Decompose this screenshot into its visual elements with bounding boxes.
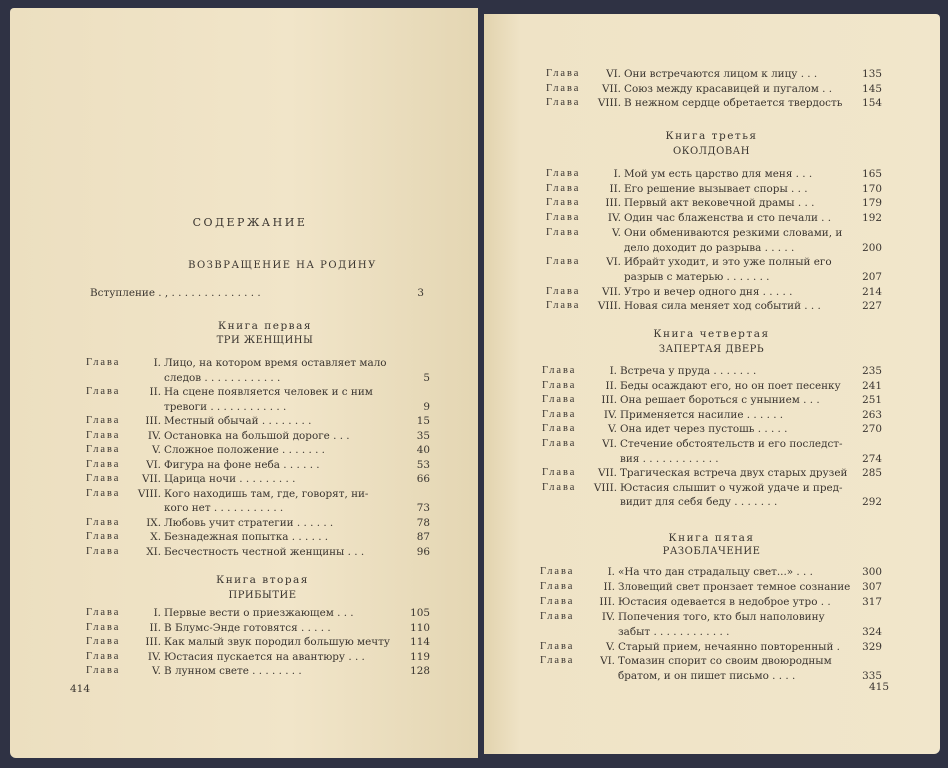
- chapter-number: V.: [606, 640, 615, 653]
- chapter-number: VIII.: [137, 487, 161, 500]
- toc-entry: [86, 356, 430, 370]
- chapter-number: VI.: [606, 68, 621, 80]
- toc-entry: [546, 167, 882, 181]
- chapter-page: 200: [862, 241, 882, 254]
- toc-entry: [542, 393, 882, 407]
- chapter-page: 40: [416, 444, 430, 456]
- book2-title: Книга вторая: [216, 574, 309, 586]
- toc-entry: [546, 285, 882, 299]
- chapter-page: 145: [862, 82, 882, 95]
- chapter-title: Они обмениваются резкими словами, и: [624, 226, 843, 239]
- chapter-label: Глава: [546, 226, 581, 238]
- chapter-label: Глава: [546, 68, 581, 79]
- intro-title: Вступление . , . . . . . . . . . . . . . .: [90, 287, 261, 299]
- chapter-label: Глава: [86, 621, 121, 633]
- toc-entry: [540, 669, 882, 683]
- chapter-page: 66: [416, 473, 430, 485]
- book1-subtitle: ТРИ ЖЕНЩИНЫ: [216, 335, 314, 346]
- toc-entry: [540, 625, 882, 639]
- toc-entry: [542, 364, 882, 378]
- toc-entry: [86, 385, 430, 399]
- toc-entry: [86, 545, 430, 559]
- toc-entry: [540, 565, 882, 579]
- chapter-number: XI.: [146, 545, 161, 558]
- chapter-label: Глава: [86, 458, 121, 470]
- chapter-number: I.: [609, 365, 617, 377]
- book1-title: Книга первая: [218, 320, 312, 332]
- chapter-number: VIII.: [597, 97, 621, 109]
- chapter-label: Глава: [542, 481, 577, 493]
- chapter-number: VI.: [600, 655, 615, 668]
- toc-entry: [542, 379, 882, 393]
- chapter-number: III.: [601, 394, 617, 407]
- chapter-number: II.: [605, 379, 617, 392]
- chapter-page: [856, 437, 882, 451]
- chapter-number: X.: [150, 531, 161, 543]
- chapter-number: V.: [152, 665, 161, 678]
- chapter-page: 9: [423, 400, 430, 413]
- chapter-page: 335: [862, 670, 882, 683]
- chapter-title: Применяется насилие . . . . . .: [620, 408, 784, 421]
- chapter-page: 87: [416, 531, 430, 543]
- chapter-page: 78: [416, 516, 430, 529]
- chapter-title: Союз между красавицей и пугалом . .: [624, 82, 833, 95]
- chapter-page: 307: [862, 580, 882, 593]
- chapter-page: 292: [862, 496, 882, 509]
- chapter-title: видит для себя беду . . . . . . .: [620, 496, 778, 509]
- chapter-title: Трагическая встреча двух старых друзей: [620, 467, 848, 480]
- chapter-number: IX.: [146, 516, 161, 529]
- chapter-page: 5: [423, 371, 430, 384]
- chapter-page: 110: [410, 621, 430, 634]
- chapter-title: В нежном сердце обретается твердость: [624, 97, 843, 109]
- chapter-title: Мой ум есть царство для меня . . .: [624, 168, 813, 180]
- chapter-label: Глава: [86, 607, 121, 618]
- chapter-page: 192: [862, 212, 882, 225]
- toc-entry: [86, 472, 430, 486]
- chapter-page: 170: [862, 182, 882, 195]
- chapter-number: VI.: [146, 458, 161, 471]
- chapter-number: II.: [149, 386, 161, 398]
- book4-title: Книга четвертая: [653, 328, 770, 340]
- chapter-title: Юстасия слышит о чужой удаче и пред-: [620, 481, 843, 494]
- chapter-page: 214: [862, 285, 882, 298]
- chapter-page: 270: [862, 423, 882, 436]
- chapter-page: [856, 654, 882, 668]
- chapter-page: 154: [862, 97, 882, 109]
- chapter-page: 53: [416, 458, 430, 471]
- chapter-page: [404, 356, 430, 370]
- chapter-title: Она решает бороться с унынием . . .: [620, 394, 820, 407]
- chapter-number: VIII.: [593, 481, 617, 494]
- chapter-page: [856, 226, 882, 240]
- chapter-title: тревоги . . . . . . . . . . . .: [164, 400, 287, 413]
- chapter-title: Утро и вечер одного дня . . . . .: [624, 285, 793, 298]
- chapter-label: Глава: [540, 595, 575, 607]
- chapter-title: Фигура на фоне неба . . . . . .: [164, 458, 320, 471]
- chapter-title: В Блумс-Энде готовятся . . . . .: [164, 621, 331, 634]
- page-number-left: 414: [70, 683, 91, 695]
- chapter-title: Зловещий свет пронзает темное сознание: [618, 580, 851, 593]
- toc-entry: [546, 96, 882, 110]
- toc-entry: [86, 487, 430, 501]
- toc-entry: [86, 458, 430, 472]
- chapter-label: Глава: [86, 516, 121, 528]
- toc-entry: [86, 516, 430, 530]
- chapter-label: Глава: [86, 665, 121, 677]
- toc-entry: [546, 299, 882, 313]
- chapter-page: 207: [862, 270, 882, 283]
- chapter-number: II.: [609, 182, 621, 195]
- toc-entry: [540, 654, 882, 668]
- chapter-label: Глава: [540, 655, 575, 667]
- book2-subtitle: ПРИБЫТИЕ: [228, 590, 297, 601]
- chapter-label: Глава: [86, 473, 121, 484]
- chapter-number: V.: [608, 423, 617, 436]
- chapter-label: Глава: [542, 394, 577, 406]
- chapter-page: 179: [862, 197, 882, 210]
- chapter-label: Глава: [86, 487, 121, 499]
- chapter-title: Они встречаются лицом к лицу . . .: [624, 68, 818, 80]
- chapter-title: Кого находишь там, где, говорят, ни-: [164, 487, 369, 500]
- chapter-page: 114: [410, 636, 430, 649]
- toc-entry: [546, 196, 882, 210]
- chapter-label: Глава: [542, 438, 577, 449]
- book4-subtitle: ЗАПЕРТАЯ ДВЕРЬ: [658, 344, 765, 355]
- chapter-label: Глава: [542, 365, 577, 376]
- chapter-title: Первые вести о приезжающем . . .: [164, 607, 354, 619]
- chapter-number: V.: [612, 226, 621, 239]
- chapter-title: В лунном свете . . . . . . . .: [164, 665, 302, 678]
- toc-entry: [542, 466, 882, 480]
- toc-entry: [86, 664, 430, 678]
- chapter-title: Томазин спорит со своим двоюродным: [618, 655, 832, 668]
- chapter-page: [856, 255, 882, 269]
- chapter-number: IV.: [601, 610, 615, 623]
- chapter-title: Как малый звук породил большую мечту: [164, 636, 391, 649]
- chapter-label: Глава: [86, 636, 121, 648]
- chapter-title: Попечения того, кто был наполовину: [618, 610, 825, 623]
- chapter-number: IV.: [603, 408, 617, 421]
- toc-entry: [86, 650, 430, 664]
- chapter-page: 73: [416, 502, 430, 514]
- chapter-label: Глава: [540, 640, 575, 652]
- chapter-label: Глава: [542, 408, 577, 420]
- chapter-title: дело доходит до разрыва . . . . .: [624, 241, 795, 254]
- intro-entry: [90, 286, 424, 300]
- toc-entry: [542, 437, 882, 451]
- chapter-title: Сложное положение . . . . . . .: [164, 444, 325, 456]
- chapter-title: вия . . . . . . . . . . . .: [620, 452, 719, 465]
- part-title: ВОЗВРАЩЕНИЕ НА РОДИНУ: [188, 260, 377, 271]
- book3-subtitle: ОКОЛДОВАН: [673, 146, 750, 157]
- chapter-label: Глава: [86, 545, 121, 557]
- chapter-title: Стечение обстоятельств и его последст-: [620, 438, 843, 450]
- chapter-page: 165: [862, 168, 882, 180]
- chapter-title: кого нет . . . . . . . . . . .: [164, 502, 284, 514]
- chapter-page: 128: [410, 665, 430, 678]
- chapter-number: II.: [603, 580, 615, 593]
- chapter-title: Первый акт вековечной драмы . . .: [624, 197, 815, 210]
- chapter-label: Глава: [546, 182, 581, 194]
- chapter-page: 227: [862, 300, 882, 313]
- left-page: [10, 8, 478, 758]
- chapter-number: VIII.: [597, 300, 621, 313]
- chapter-page: 15: [416, 415, 430, 427]
- chapter-page: 96: [416, 545, 430, 558]
- chapter-label: Глава: [86, 650, 121, 662]
- chapter-label: Глава: [86, 429, 121, 441]
- chapter-number: IV.: [147, 429, 161, 442]
- chapter-page: 300: [862, 566, 882, 578]
- toc-entry: [546, 241, 882, 255]
- toc-entry: [540, 640, 882, 654]
- toc-entry: [86, 414, 430, 428]
- chapter-number: VII.: [597, 467, 617, 480]
- toc-entry: [86, 606, 430, 620]
- chapter-title: Любовь учит стратегии . . . . . .: [164, 516, 334, 529]
- toc-entry: [86, 400, 430, 414]
- chapter-number: III.: [145, 415, 161, 427]
- chapter-label: Глава: [546, 300, 581, 312]
- chapter-title: Его решение вызывает споры . . .: [624, 182, 808, 195]
- toc-entry: [546, 270, 882, 284]
- toc-entry: [86, 635, 430, 649]
- chapter-page: 135: [862, 68, 882, 80]
- chapter-label: Глава: [86, 415, 121, 426]
- toc-entry: [86, 621, 430, 635]
- chapter-page: 235: [862, 365, 882, 377]
- chapter-page: [404, 487, 430, 501]
- chapter-title: Старый прием, нечаянно повторенный .: [618, 640, 840, 653]
- book5-title: Книга пятая: [668, 532, 755, 544]
- chapter-page: 35: [416, 429, 430, 442]
- chapter-title: На сцене появляется человек и с ним: [164, 386, 373, 398]
- chapter-number: VII.: [141, 473, 161, 485]
- chapter-title: Местный обычай . . . . . . . .: [164, 415, 312, 427]
- chapter-label: Глава: [542, 467, 577, 479]
- chapter-title: «На что дан страдальцу свет...» . . .: [618, 566, 813, 578]
- book5-subtitle: РАЗОБЛАЧЕНИЕ: [662, 546, 761, 557]
- toc-entry: [546, 182, 882, 196]
- chapter-page: 329: [862, 640, 882, 653]
- chapter-label: Глава: [542, 379, 577, 391]
- chapter-label: Глава: [86, 531, 121, 542]
- chapter-page: 251: [862, 394, 882, 407]
- toc-entry: [546, 82, 882, 96]
- chapter-page: 119: [410, 650, 430, 663]
- chapter-label: Глава: [546, 212, 581, 224]
- chapter-label: Глава: [86, 386, 121, 397]
- chapter-number: I.: [153, 357, 161, 369]
- toc-entry: [542, 422, 882, 436]
- chapter-page: [856, 610, 882, 624]
- chapter-number: IV.: [607, 212, 621, 225]
- chapter-number: III.: [599, 595, 615, 608]
- chapter-label: Глава: [546, 82, 581, 94]
- toc-entry: [542, 408, 882, 422]
- chapter-title: Царица ночи . . . . . . . . .: [164, 473, 296, 485]
- chapter-page: [404, 385, 430, 399]
- chapter-title: забыт . . . . . . . . . . . .: [618, 625, 730, 638]
- intro-page: 3: [417, 287, 424, 299]
- chapter-number: I.: [153, 607, 161, 619]
- chapter-label: Глава: [546, 197, 581, 209]
- toc-entry: [86, 429, 430, 443]
- toc-entry: [546, 211, 882, 225]
- chapter-title: братом, и он пишет письмо . . . .: [618, 670, 796, 683]
- chapter-title: Остановка на большой дороге . . .: [164, 429, 350, 442]
- chapter-label: Глава: [546, 168, 581, 179]
- chapter-number: VI.: [606, 256, 621, 269]
- chapter-label: Глава: [542, 423, 577, 435]
- chapter-label: Глава: [546, 256, 581, 268]
- chapter-page: 241: [862, 379, 882, 392]
- chapter-page: 285: [862, 467, 882, 480]
- chapter-number: VI.: [602, 438, 617, 450]
- chapter-number: V.: [152, 444, 161, 456]
- toc-entry: [540, 580, 882, 594]
- chapter-page: 317: [862, 595, 882, 608]
- chapter-title: Новая сила меняет ход событий . . .: [624, 300, 821, 313]
- toc-entry: [546, 67, 882, 81]
- chapter-label: Глава: [86, 444, 121, 455]
- page-number-right: 415: [869, 681, 890, 693]
- chapter-page: 324: [862, 625, 882, 638]
- chapter-page: 274: [862, 452, 882, 465]
- chapter-label: Глава: [86, 357, 121, 368]
- chapter-label: Глава: [546, 285, 581, 297]
- chapter-number: VII.: [601, 285, 621, 298]
- chapter-label: Глава: [540, 566, 575, 577]
- chapter-title: Безнадежная попытка . . . . . .: [164, 531, 329, 543]
- chapter-number: III.: [145, 636, 161, 649]
- book3-title: Книга третья: [665, 130, 758, 142]
- chapter-title: Бесчестность честной женщины . . .: [164, 545, 365, 558]
- toc-entry: [542, 452, 882, 466]
- right-page: [484, 14, 940, 754]
- toc-entry: [86, 501, 430, 515]
- chapter-title: Беды осаждают его, но он поет песенку: [620, 379, 841, 392]
- toc-entry: [546, 226, 882, 240]
- chapter-label: Глава: [546, 97, 581, 108]
- chapter-title: Она идет через пустошь . . . . .: [620, 423, 788, 436]
- chapter-title: Юстасия пускается на авантюру . . .: [164, 650, 365, 663]
- chapter-label: Глава: [540, 580, 575, 592]
- chapter-title: Юстасия одевается в недоброе утро . .: [618, 595, 831, 608]
- chapter-number: I.: [613, 168, 621, 180]
- chapter-label: Глава: [540, 610, 575, 622]
- toc-entry: [542, 495, 882, 509]
- chapter-title: Встреча у пруда . . . . . . .: [620, 365, 757, 377]
- chapter-title: Ибрайт уходит, и это уже полный его: [624, 256, 832, 269]
- chapter-number: IV.: [147, 650, 161, 663]
- chapter-number: II.: [149, 621, 161, 634]
- toc-entry: [540, 595, 882, 609]
- toc-entry: [86, 530, 430, 544]
- toc-entry: [542, 481, 882, 495]
- chapter-title: Лицо, на котором время оставляет мало: [164, 357, 387, 369]
- chapter-page: 105: [410, 607, 430, 619]
- chapter-number: VII.: [601, 82, 621, 95]
- toc-entry: [540, 610, 882, 624]
- toc-entry: [546, 255, 882, 269]
- contents-title: СОДЕРЖАНИЕ: [192, 216, 308, 229]
- toc-entry: [86, 371, 430, 385]
- chapter-title: следов . . . . . . . . . . . .: [164, 371, 281, 384]
- toc-entry: [86, 443, 430, 457]
- chapter-title: Один час блаженства и сто печали . .: [624, 212, 832, 225]
- chapter-number: I.: [607, 566, 615, 578]
- chapter-title: разрыв с матерью . . . . . . .: [624, 270, 770, 283]
- chapter-page: [856, 481, 882, 495]
- chapter-number: III.: [605, 197, 621, 210]
- chapter-page: 263: [862, 408, 882, 421]
